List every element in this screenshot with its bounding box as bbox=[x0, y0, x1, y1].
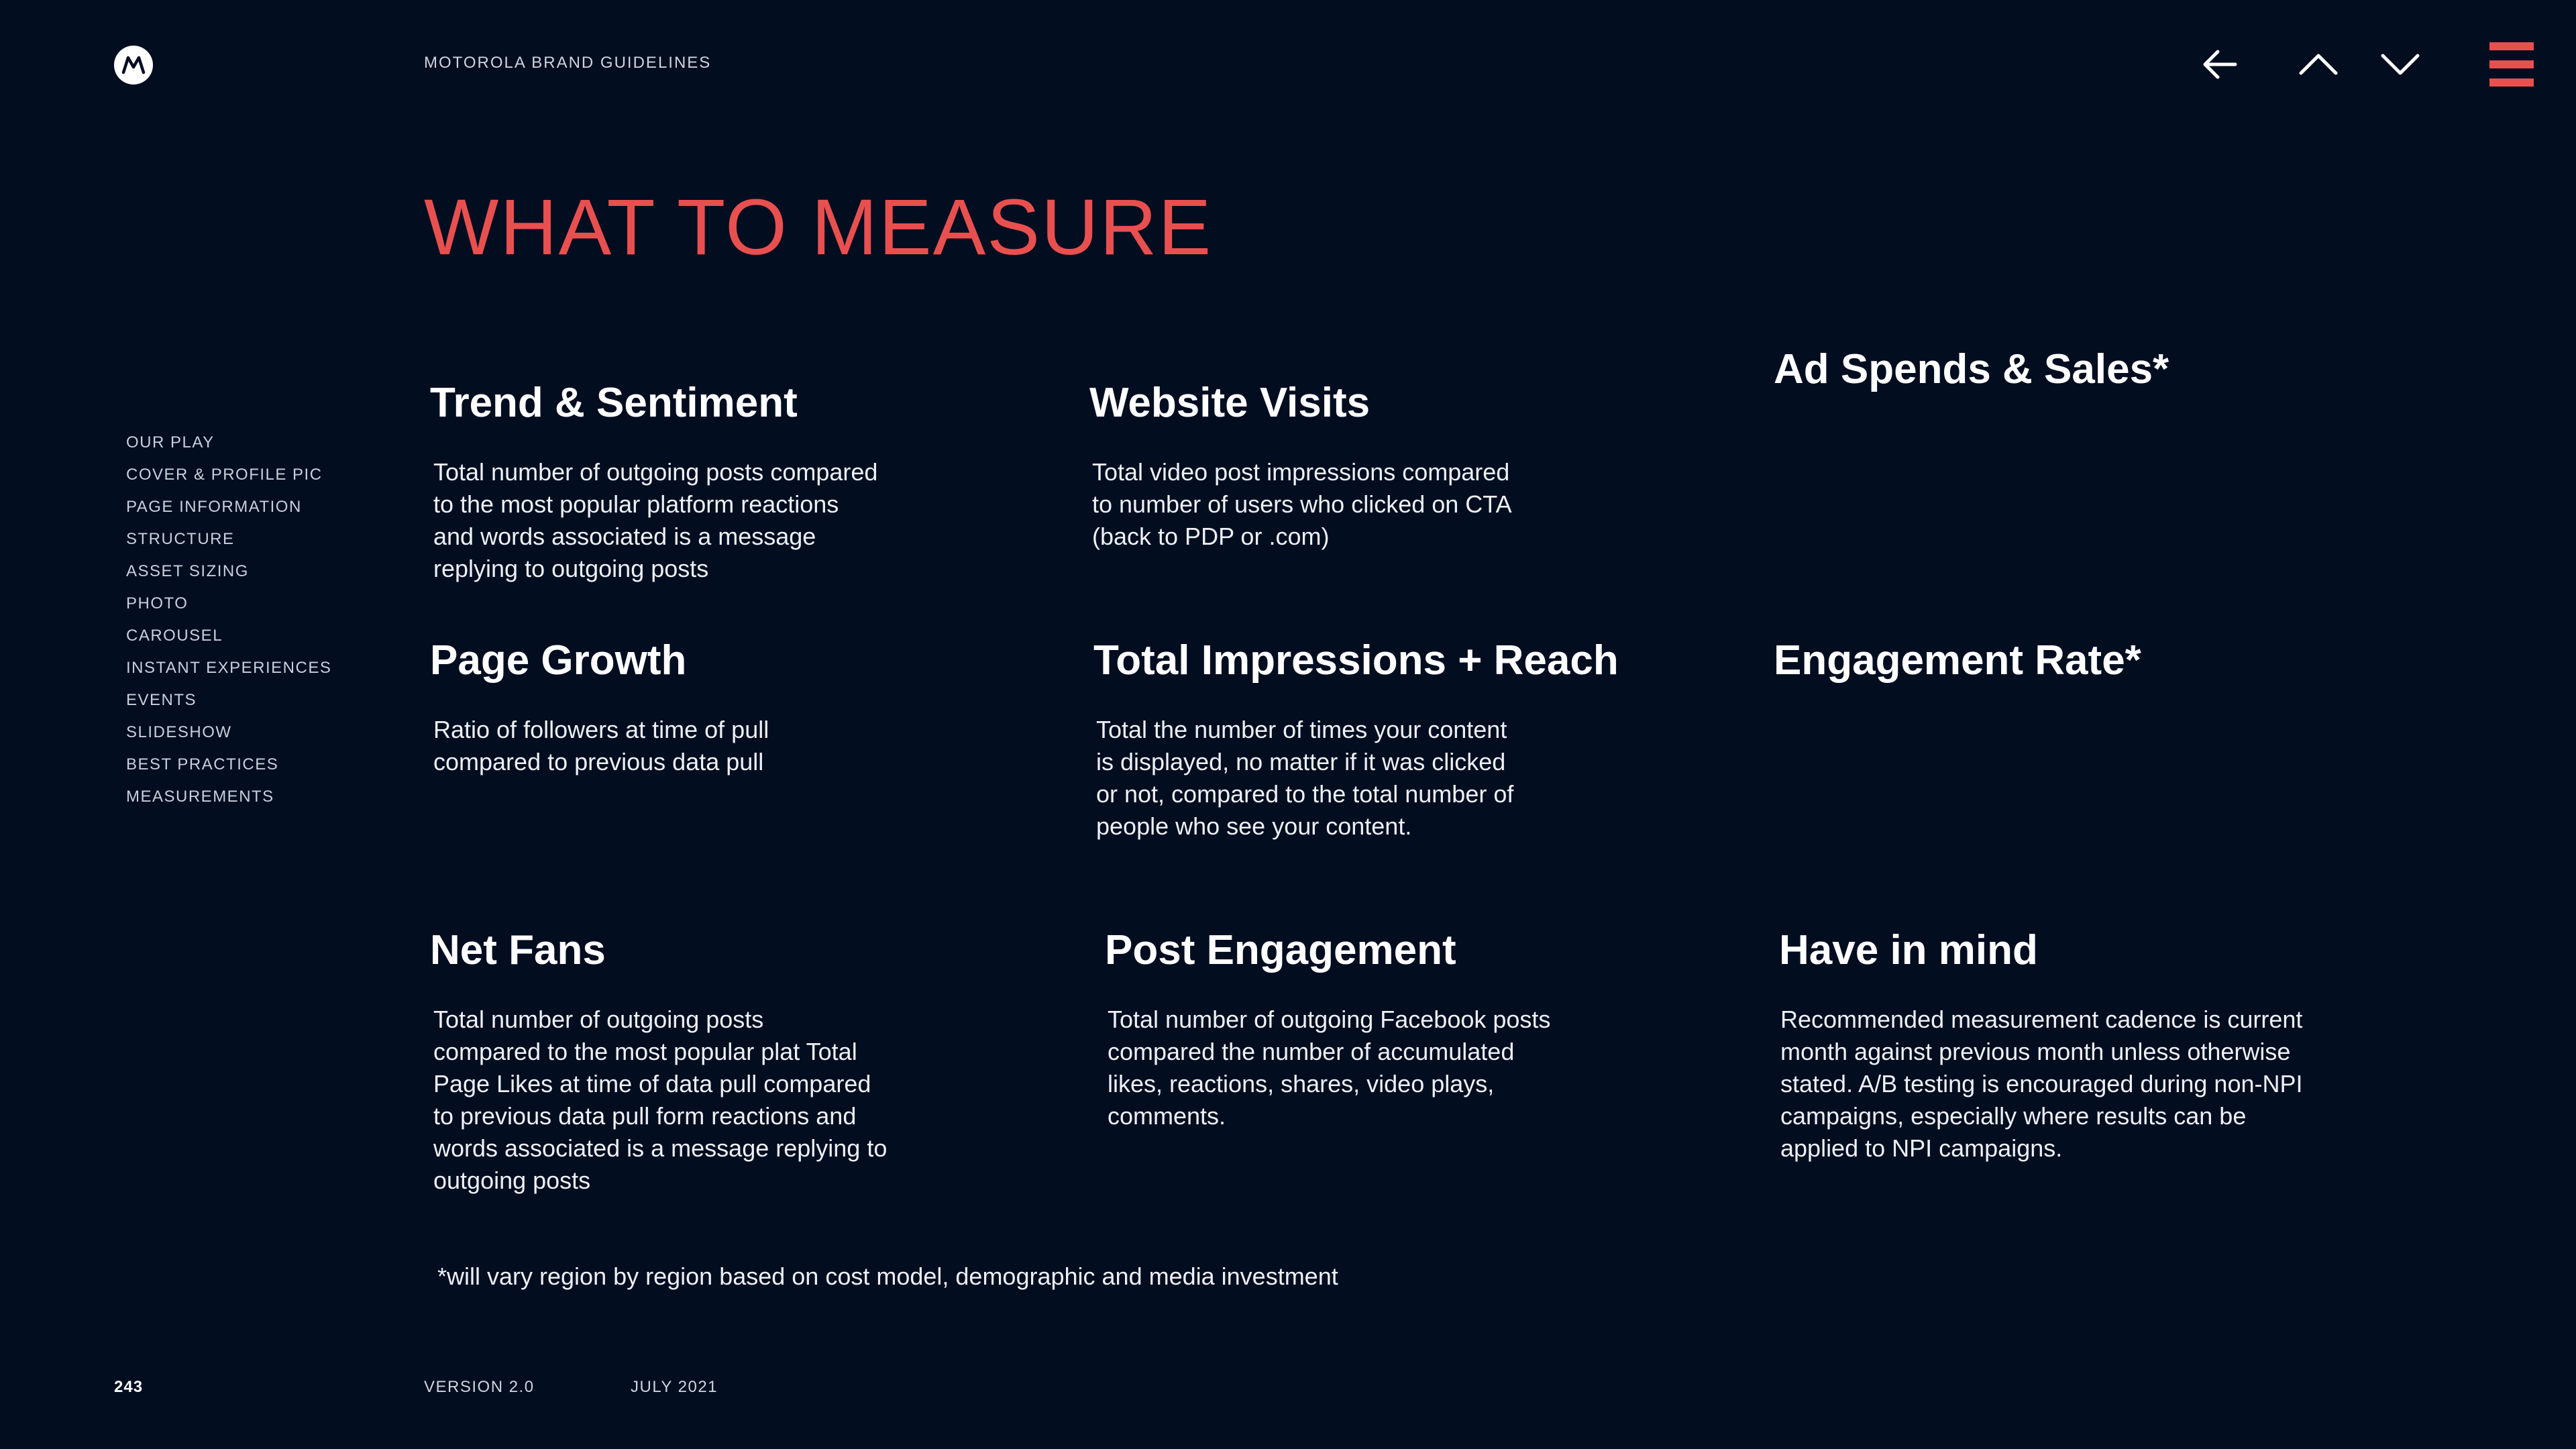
arrow-left-icon bbox=[2199, 43, 2242, 86]
trend-sentiment-title: Trend & Sentiment bbox=[430, 380, 798, 426]
total-impressions-reach-title: Total Impressions + Reach bbox=[1093, 637, 1619, 684]
post-engagement-desc: Total number of outgoing Facebook posts compared the number of accumulated likes, reactions, shares, video plays, comments. bbox=[1108, 1006, 1551, 1130]
page-title: WHAT TO MEASURE bbox=[424, 183, 1213, 272]
ad-spends-sales-title: Ad Spends & Sales* bbox=[1774, 346, 2169, 392]
page-growth-title: Page Growth bbox=[430, 637, 687, 684]
have-in-mind-desc: Recommended measurement cadence is current month against previous month unless otherwise stated. A/B testing is encouraged during non-NPI campaigns, especially where results can be applied to NPI campaigns. bbox=[1780, 1006, 2303, 1162]
date-label: JULY 2021 bbox=[631, 1378, 718, 1396]
back-button[interactable] bbox=[2194, 38, 2247, 91]
chevron-up-icon bbox=[2297, 43, 2340, 86]
trend-sentiment-desc: Total number of outgoing posts compared to the most popular platform reactions and words associated is a message replying to outgoing posts bbox=[433, 458, 878, 582]
website-visits-desc: Total video post impressions compared to number of users who clicked on CTA (back to PDP or .com) bbox=[1092, 458, 1512, 550]
sidebar-item-slideshow[interactable]: SLIDESHOW bbox=[126, 723, 232, 741]
motorola-logo-icon[interactable] bbox=[114, 46, 153, 85]
have-in-mind-title: Have in mind bbox=[1779, 927, 2038, 973]
sidebar-nav bbox=[126, 433, 331, 820]
sidebar-item-measurements[interactable]: MEASUREMENTS bbox=[126, 788, 274, 806]
sidebar-item-best-practices[interactable]: BEST PRACTICES bbox=[126, 755, 279, 773]
page-growth-desc: Ratio of followers at time of pull compared to previous data pull bbox=[433, 716, 769, 775]
sidebar-item-carousel[interactable]: CAROUSEL bbox=[126, 627, 223, 645]
net-fans-desc: Total number of outgoing posts compared to the most popular plat Total Page Likes at time of data pull compared to previous data pull form reactions and words associated is a message replying to outgoing posts bbox=[433, 1006, 888, 1194]
sidebar-item-asset-sizing[interactable]: ASSET SIZING bbox=[126, 562, 249, 580]
website-visits-title: Website Visits bbox=[1089, 380, 1371, 426]
footnote: *will vary region by region based on cost model, demographic and media investment bbox=[437, 1263, 1338, 1290]
hamburger-menu-icon bbox=[2489, 41, 2534, 88]
post-engagement-title: Post Engagement bbox=[1105, 927, 1456, 973]
version-label: VERSION 2.0 bbox=[424, 1378, 535, 1396]
motorola-logo-mark bbox=[118, 50, 149, 80]
sidebar-item-events[interactable]: EVENTS bbox=[126, 691, 197, 709]
sidebar-item-structure[interactable]: STRUCTURE bbox=[126, 530, 235, 548]
engagement-rate-title: Engagement Rate* bbox=[1774, 637, 2141, 684]
page-number: 243 bbox=[114, 1378, 144, 1396]
sidebar-item-page-information[interactable]: PAGE INFORMATION bbox=[126, 498, 302, 516]
sidebar-item-cover-profile-pic[interactable]: COVER & PROFILE PIC bbox=[126, 466, 323, 484]
menu-button[interactable] bbox=[2485, 38, 2538, 91]
chevron-down-icon bbox=[2379, 43, 2422, 86]
previous-page-button[interactable] bbox=[2292, 38, 2345, 91]
sidebar-item-our-play[interactable]: OUR PLAY bbox=[126, 433, 215, 451]
net-fans-title: Net Fans bbox=[430, 927, 606, 973]
total-impressions-reach-desc: Total the number of times your content is displayed, no matter if it was clicked or not, compared to the total number of people who see your content. bbox=[1096, 716, 1514, 840]
sidebar-item-photo[interactable]: PHOTO bbox=[126, 594, 189, 612]
sidebar-item-instant-experiences[interactable]: INSTANT EXPERIENCES bbox=[126, 659, 332, 677]
header-title: MOTOROLA BRAND GUIDELINES bbox=[424, 54, 712, 72]
next-page-button[interactable] bbox=[2373, 38, 2427, 91]
